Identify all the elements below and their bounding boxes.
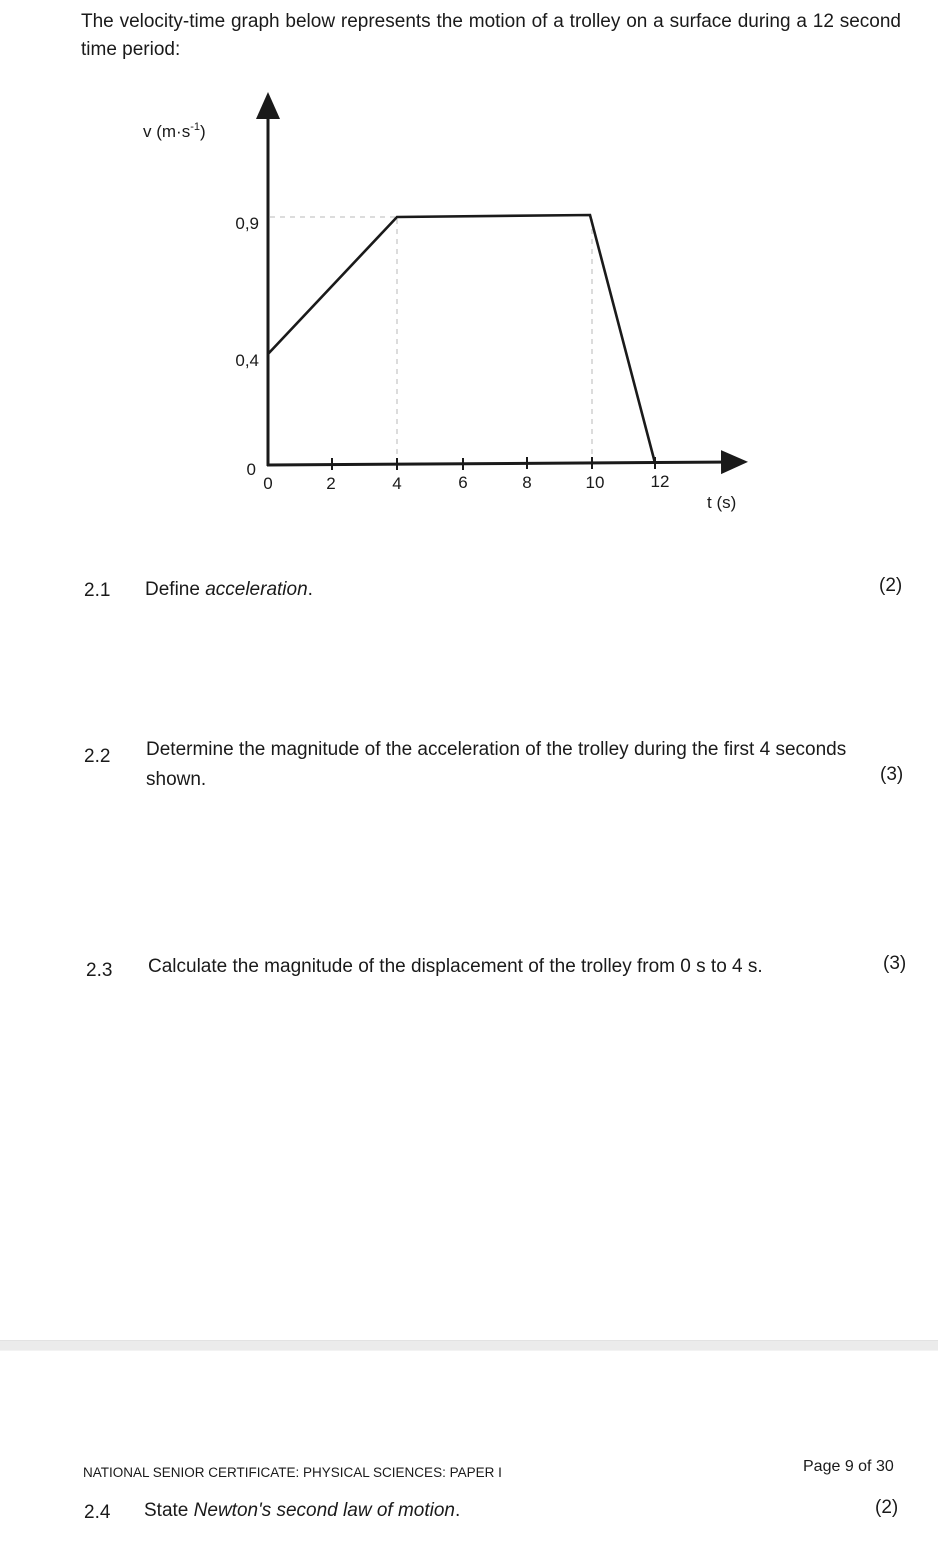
x-tick-label: 0	[263, 474, 273, 493]
question-text-plain: State	[144, 1500, 194, 1521]
question-text-line1: Determine the magnitude of the acceleration of the trolley during the first 4 seconds	[146, 739, 847, 760]
question-marks: (2)	[879, 575, 903, 596]
question-text-italic: Newton's second law of motion	[193, 1500, 455, 1521]
question-marks: (3)	[883, 953, 907, 974]
dashed-guides	[270, 217, 592, 463]
x-tick-label: 6	[458, 473, 468, 492]
question-number: 2.3	[86, 960, 113, 981]
question-number: 2.1	[84, 580, 111, 601]
y-tick-label: 0	[246, 460, 256, 479]
question-text	[144, 1500, 460, 1522]
x-axis	[267, 462, 736, 465]
question-number: 2.4	[84, 1502, 111, 1523]
x-tick-label: 4	[392, 474, 402, 493]
y-tick-label: 0,9	[235, 214, 259, 233]
velocity-line	[268, 215, 655, 463]
question-text-italic: acceleration	[205, 579, 308, 600]
question-text	[145, 579, 313, 601]
question-text-end: .	[307, 579, 313, 600]
y-axis-label: v $(m\cdot s^{-1})$	[143, 121, 206, 141]
y-tick-label: 0,4	[235, 351, 259, 370]
question-number: 2.2	[84, 746, 111, 767]
question-text: Calculate the magnitude of the displacement of the trolley from 0 s to 4 s.	[148, 956, 763, 977]
footer-title: NATIONAL SENIOR CERTIFICATE: PHYSICAL SCIENCES: PAPER I	[83, 1465, 502, 1480]
question-text-line2: shown.	[146, 769, 207, 790]
x-tick-label: 10	[585, 473, 605, 492]
question-marks: (3)	[880, 764, 904, 785]
x-tick-label: 12	[650, 472, 670, 491]
velocity-time-graph	[0, 0, 938, 540]
x-tick-label: 8	[522, 473, 532, 492]
intro-text: The velocity-time graph below represents the motion of a trolley on a surface during a 12 second time period:	[81, 11, 901, 60]
question-text-end: .	[454, 1500, 461, 1521]
page-number: Page 9 of 30	[803, 1458, 894, 1475]
question-marks: (2)	[875, 1497, 899, 1518]
x-axis-label: t (s)	[707, 493, 737, 512]
x-tick-label: 2	[326, 474, 336, 493]
page-divider	[0, 1340, 938, 1351]
question-text-plain: Define	[145, 579, 206, 600]
